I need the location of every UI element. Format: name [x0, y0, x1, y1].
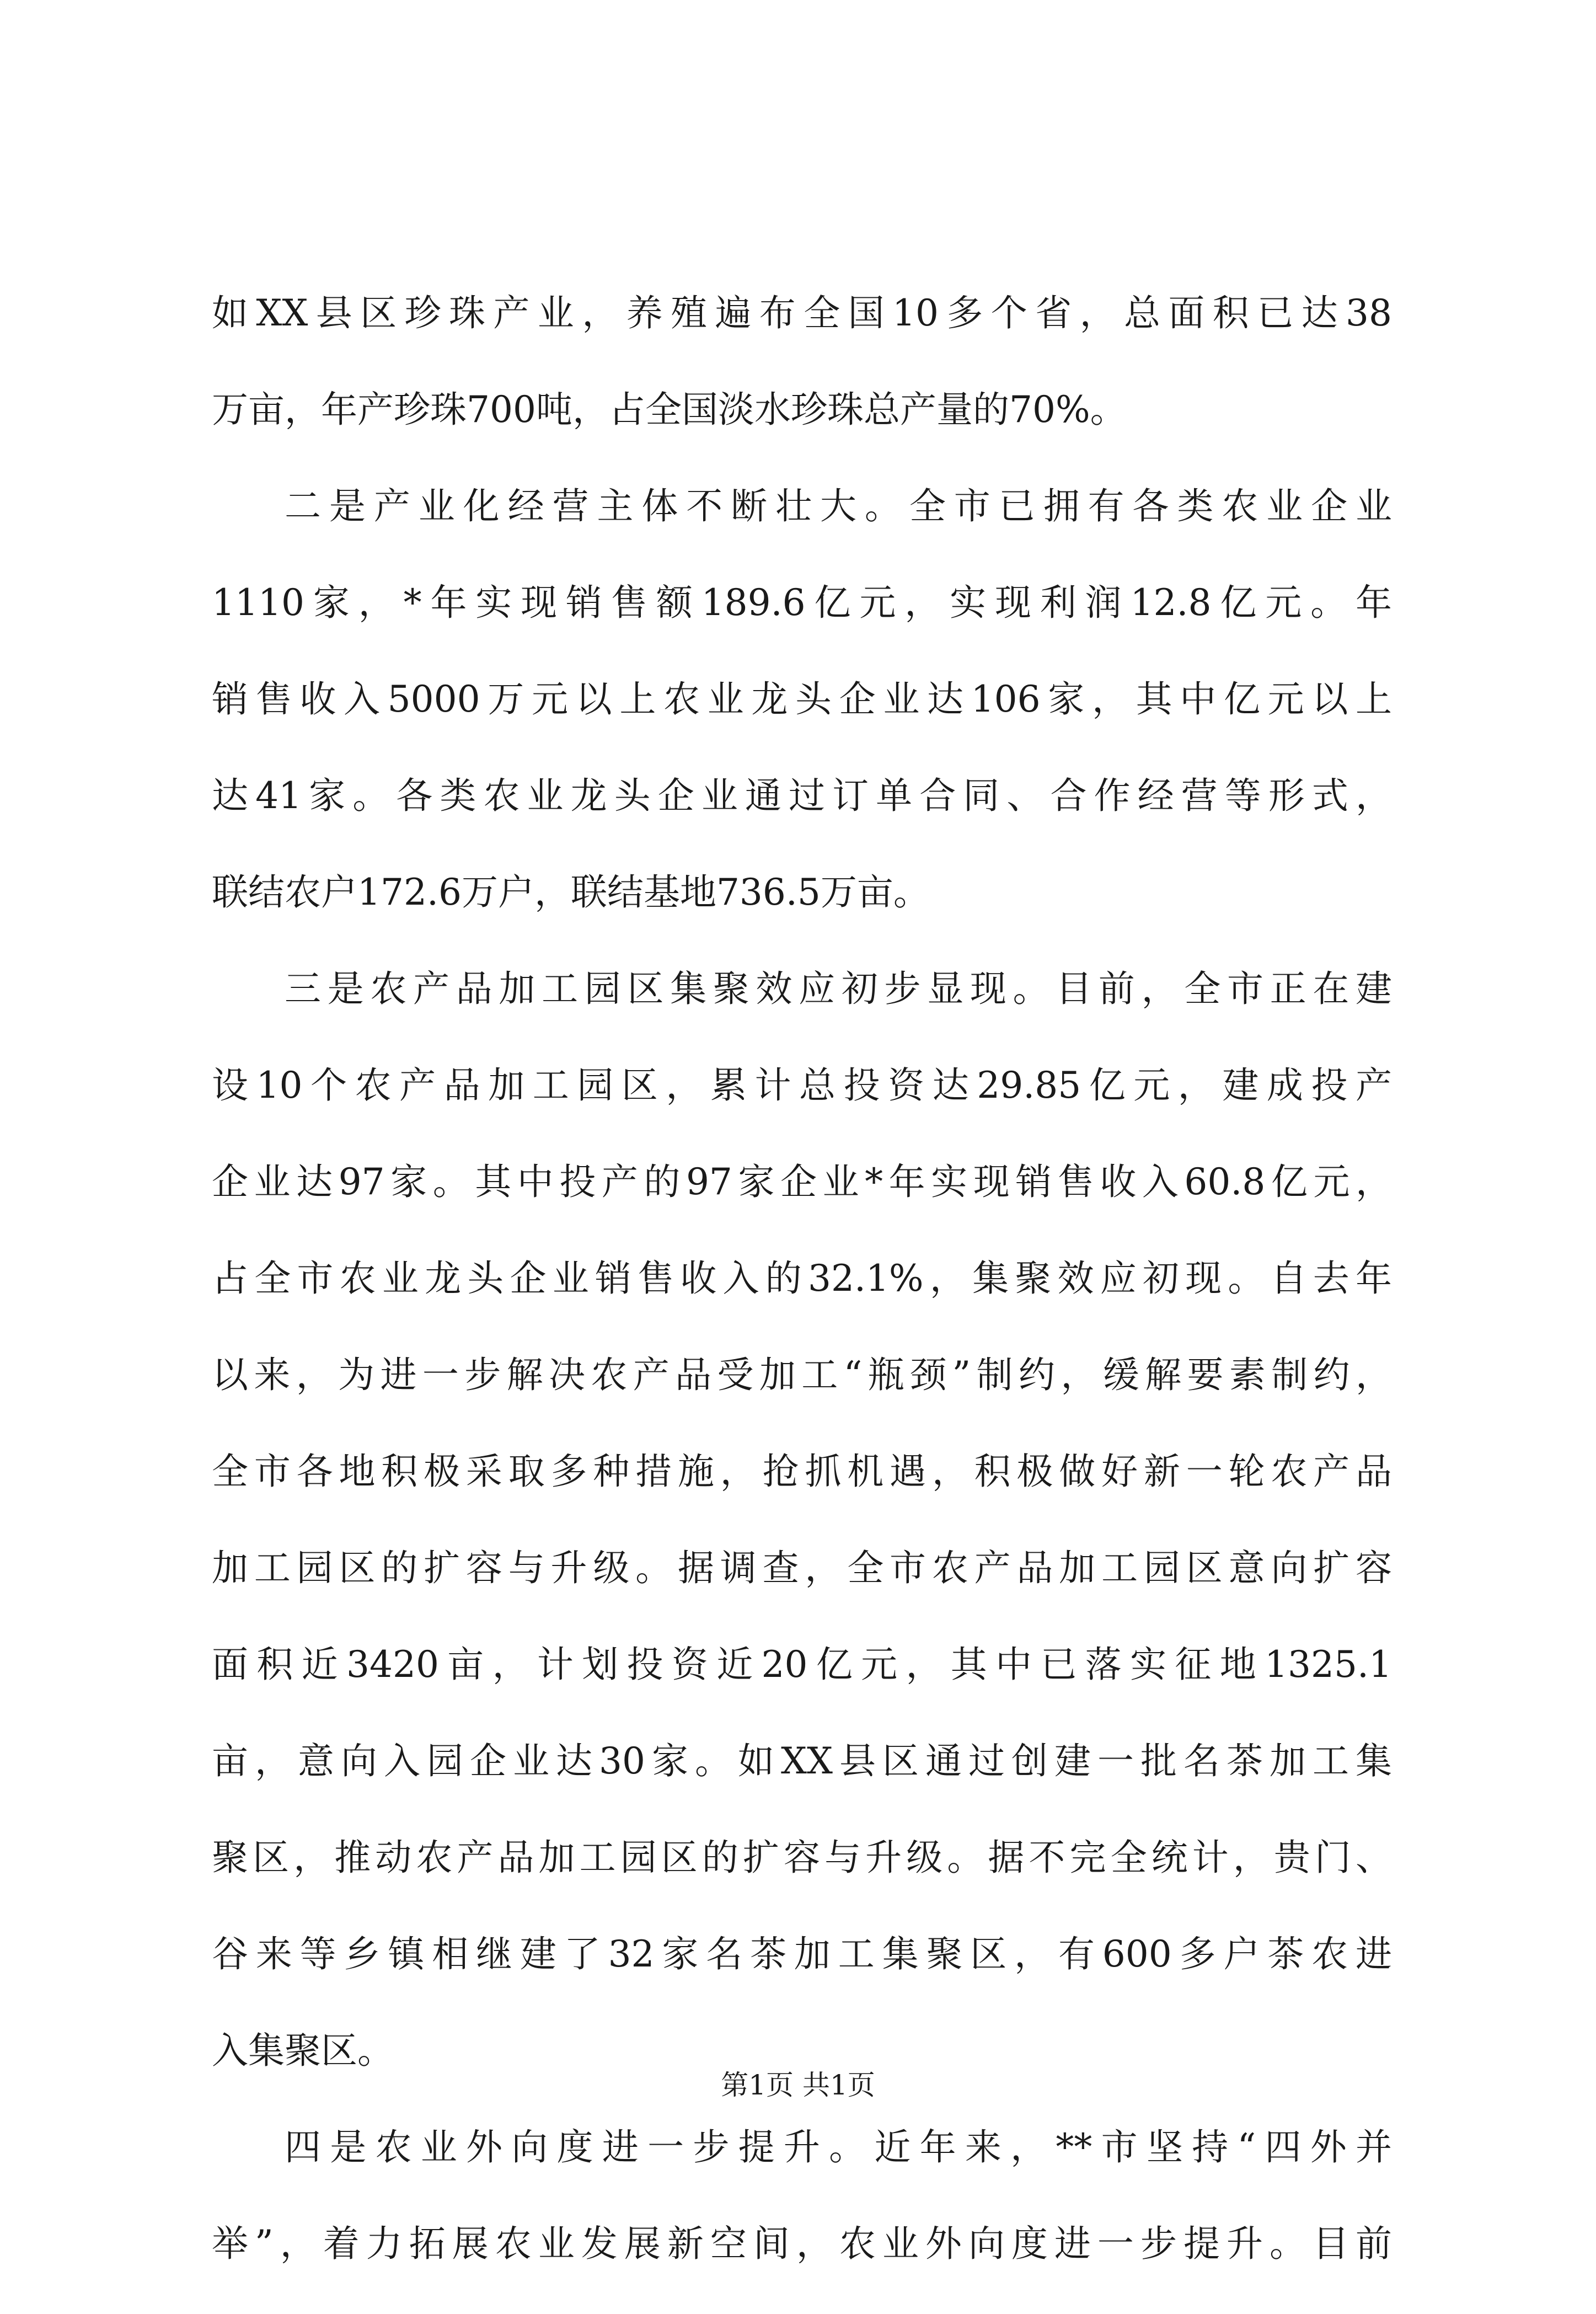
text-line: 亩，意向入园企业达30家。如XX县区通过创建一批名茶加工集	[212, 1740, 1392, 1782]
text-line: 三是农产品加工园区集聚效应初步显现。目前，全市正在建	[285, 968, 1392, 1010]
text-line: 面积近3420亩，计划投资近20亿元，其中已落实征地1325.1	[212, 1643, 1392, 1686]
text-line: 占全市农业龙头企业销售收入的32.1%，集聚效应初现。自去年	[212, 1257, 1392, 1300]
text-line: 联结农户172.6万户，联结基地736.5万亩。	[212, 871, 930, 913]
text-line: 企业达97家。其中投产的97家企业*年实现销售收入60.8亿元，	[212, 1161, 1392, 1203]
text-line: 以来，为进一步解决农产品受加工“瓶颈”制约，缓解要素制约，	[212, 1354, 1392, 1396]
text-line: 达41家。各类农业龙头企业通过订单合同、合作经营等形式，	[212, 774, 1392, 817]
text-line: 入集聚区。	[212, 2029, 394, 2072]
text-line: 销售收入5000万元以上农业龙头企业达106家，其中亿元以上	[212, 678, 1392, 720]
text-line: 如XX县区珍珠产业，养殖遍布全国10多个省，总面积已达38	[212, 292, 1392, 334]
text-line: 谷来等乡镇相继建了32家名茶加工集聚区，有600多户茶农进	[212, 1933, 1392, 1975]
text-line: 二是产业化经营主体不断壮大。全市已拥有各类农业企业	[285, 485, 1392, 527]
text-line: 举”，着力拓展农业发展新空间，农业外向度进一步提升。目前	[212, 2222, 1392, 2265]
text-line: 全市各地积极采取多种措施，抢抓机遇，积极做好新一轮农产品	[212, 1450, 1392, 1493]
text-line: 聚区，推动农产品加工园区的扩容与升级。据不完全统计，贵门、	[212, 1836, 1392, 1879]
text-line: 1110家，*年实现销售额189.6亿元，实现利润12.8亿元。年	[212, 581, 1392, 624]
text-line: 加工园区的扩容与升级。据调查，全市农产品加工园区意向扩容	[212, 1547, 1392, 1589]
page-footer: 第1页 共1页	[721, 2069, 875, 2101]
document-body	[212, 287, 1392, 2314]
text-line: 万亩，年产珍珠700吨，占全国淡水珍珠总产量的70%。	[212, 388, 1127, 431]
text-line: 四是农业外向度进一步提升。近年来，**市坚持“四外并	[285, 2126, 1392, 2168]
text-line: 设10个农产品加工园区，累计总投资达29.85亿元，建成投产	[212, 1064, 1392, 1107]
